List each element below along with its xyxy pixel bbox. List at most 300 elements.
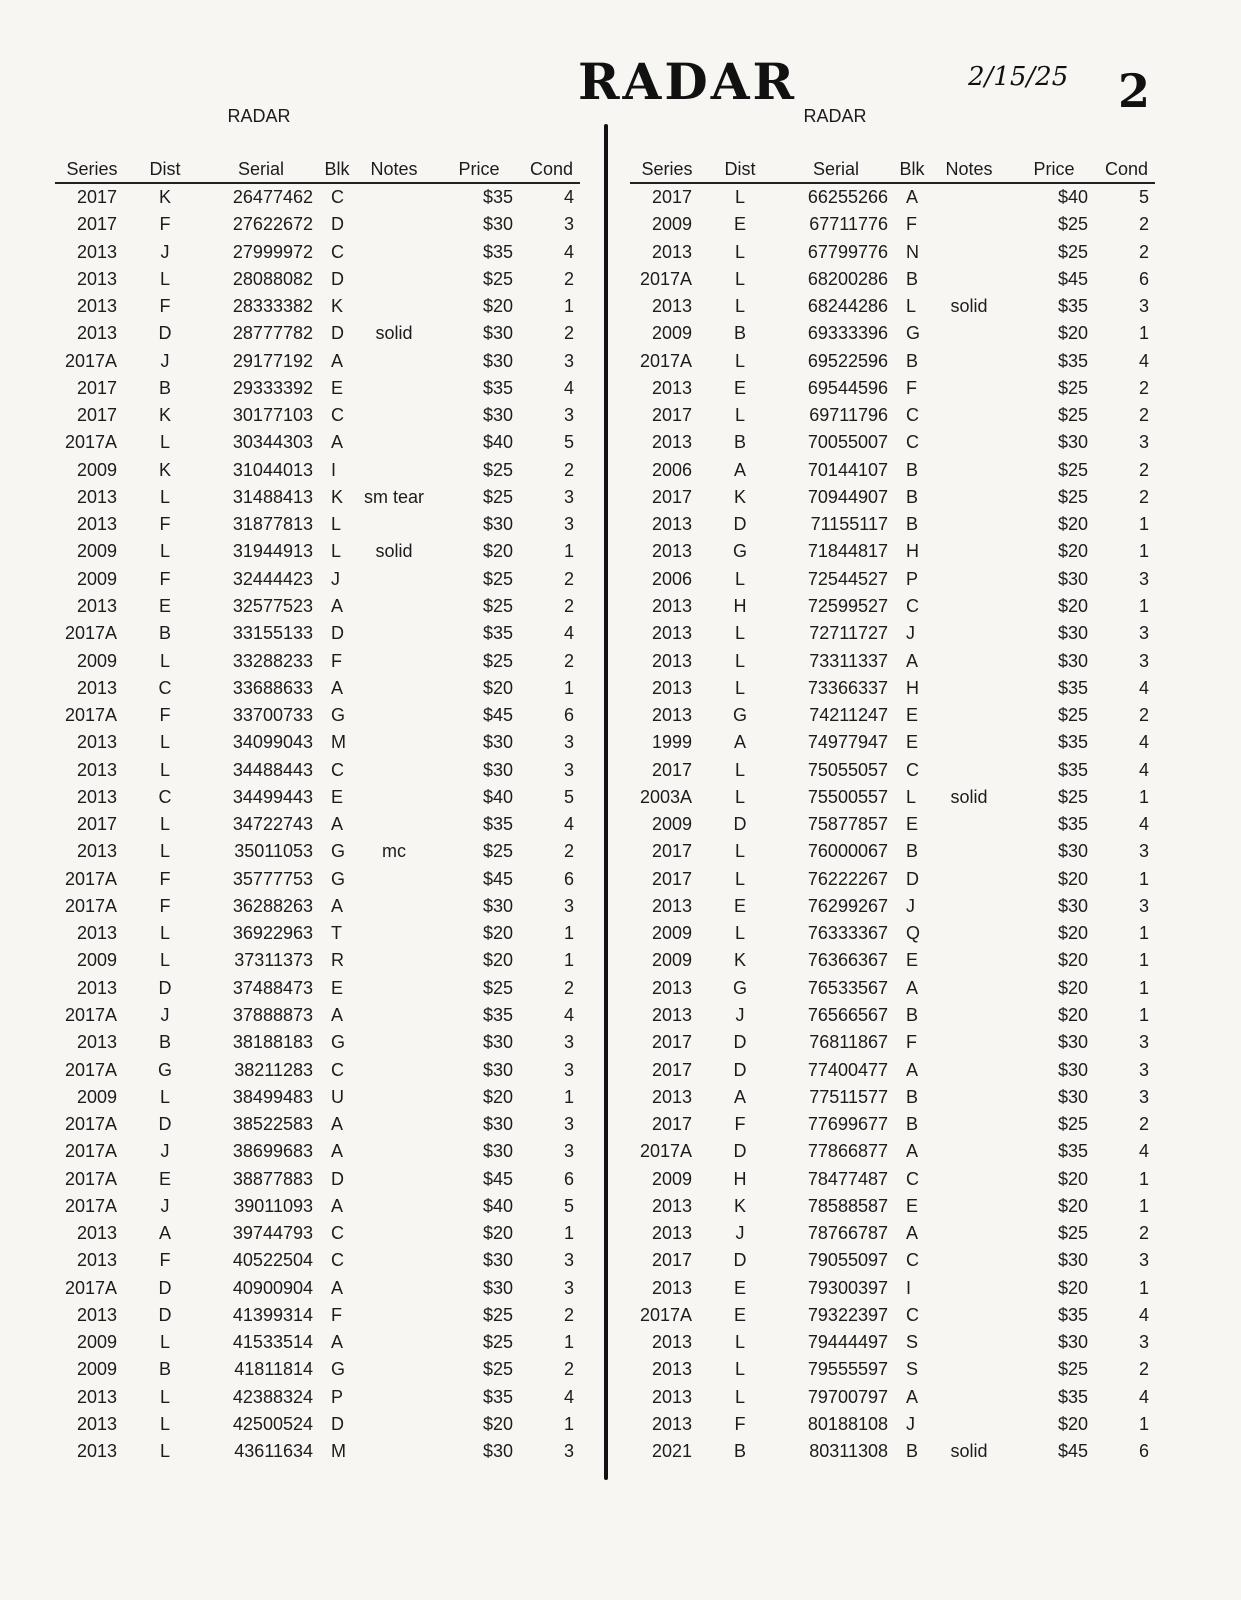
notes-cell xyxy=(353,1057,435,1084)
table-row xyxy=(55,1084,580,1111)
blk-cell: A xyxy=(906,1386,919,1407)
dist-cell: L xyxy=(159,732,170,753)
cond-cell: 1 xyxy=(563,1413,574,1434)
price-cell: $35 xyxy=(1057,350,1088,371)
blk-cell: A xyxy=(906,1141,919,1162)
notes-cell xyxy=(928,920,1010,947)
price-cell: $20 xyxy=(482,1413,513,1434)
series-cell: 2017A xyxy=(639,350,692,371)
cond-cell: 1 xyxy=(1138,1195,1149,1216)
series-cell: 2013 xyxy=(651,705,692,726)
table-row xyxy=(630,838,1155,865)
dist-cell: A xyxy=(158,1223,171,1244)
cond-cell: 3 xyxy=(1138,1032,1149,1053)
table-row xyxy=(55,1275,580,1302)
serial-cell: 77511577 xyxy=(809,1086,888,1107)
column-header-serial: Serial xyxy=(776,156,896,183)
dist-cell: H xyxy=(733,595,747,616)
serial-cell: 68200286 xyxy=(807,268,888,289)
cond-cell: 1 xyxy=(1138,1277,1149,1298)
serial-cell: 33700733 xyxy=(232,705,313,726)
series-cell: 2017 xyxy=(76,405,117,426)
series-cell: 2009 xyxy=(651,923,692,944)
blk-cell: A xyxy=(331,814,344,835)
series-cell: 2017A xyxy=(64,868,117,889)
table-row xyxy=(55,920,580,947)
blk-cell: D xyxy=(331,1168,344,1189)
table-row xyxy=(630,1138,1155,1165)
cond-cell: 1 xyxy=(563,677,574,698)
blk-cell: C xyxy=(331,405,344,426)
notes-cell xyxy=(353,1329,435,1356)
notes-cell xyxy=(353,757,435,784)
serial-cell: 37488473 xyxy=(232,977,313,998)
serial-cell: 26477462 xyxy=(232,187,313,207)
serial-cell: 72711727 xyxy=(809,623,888,644)
cond-cell: 2 xyxy=(1138,1223,1149,1244)
dist-cell: G xyxy=(732,705,747,726)
notes-cell: solid xyxy=(375,323,413,344)
series-cell: 2009 xyxy=(76,541,117,562)
dist-cell: J xyxy=(160,1195,170,1216)
price-cell: $35 xyxy=(482,623,513,644)
price-cell: $30 xyxy=(482,1277,513,1298)
blk-cell: F xyxy=(906,214,917,235)
blk-cell: B xyxy=(906,350,919,371)
blk-cell: B xyxy=(906,1441,919,1462)
series-cell: 2013 xyxy=(651,1223,692,1244)
series-cell: 2006 xyxy=(651,459,692,480)
series-cell: 2017A xyxy=(64,1195,117,1216)
price-cell: $30 xyxy=(482,895,513,916)
price-cell: $30 xyxy=(482,514,513,535)
serial-cell: 27622672 xyxy=(232,214,313,235)
notes-cell xyxy=(353,866,435,893)
cond-cell: 3 xyxy=(1138,568,1149,589)
serial-cell: 34099043 xyxy=(232,732,313,753)
price-cell: $20 xyxy=(1057,1004,1088,1025)
dist-cell: K xyxy=(158,187,171,207)
dist-cell: D xyxy=(158,977,172,998)
series-cell: 2013 xyxy=(76,732,117,753)
column-header-blk: Blk xyxy=(321,156,353,183)
table-row xyxy=(55,648,580,675)
cond-cell: 2 xyxy=(1138,1359,1149,1380)
notes-cell xyxy=(353,675,435,702)
blk-cell: B xyxy=(906,459,919,480)
price-cell: $35 xyxy=(1057,814,1088,835)
column-header-series: Series xyxy=(630,156,704,183)
table-row xyxy=(55,293,580,320)
serial-cell: 80188108 xyxy=(807,1413,888,1434)
table-row xyxy=(630,947,1155,974)
price-cell: $35 xyxy=(1057,732,1088,753)
cond-cell: 2 xyxy=(563,841,574,862)
dist-cell: L xyxy=(159,841,170,862)
cond-cell: 3 xyxy=(563,759,574,780)
table-row xyxy=(630,293,1155,320)
blk-cell: Q xyxy=(906,923,921,944)
dist-cell: A xyxy=(733,732,746,753)
serial-cell: 36922963 xyxy=(232,923,313,944)
series-cell: 2013 xyxy=(76,1223,117,1244)
blk-cell: A xyxy=(331,1114,344,1135)
serial-cell: 38699683 xyxy=(232,1141,313,1162)
notes-cell xyxy=(928,375,1010,402)
serial-cell: 40522504 xyxy=(232,1250,313,1271)
dist-cell: B xyxy=(158,623,171,644)
price-cell: $30 xyxy=(1057,650,1088,671)
table-row xyxy=(55,239,580,266)
price-cell: $30 xyxy=(1057,895,1088,916)
dist-cell: D xyxy=(158,1114,172,1135)
column-header-notes: Notes xyxy=(928,156,1010,183)
table-row xyxy=(630,457,1155,484)
cond-cell: 3 xyxy=(563,405,574,426)
dist-cell: D xyxy=(733,1032,747,1053)
price-cell: $35 xyxy=(482,187,513,207)
blk-cell: E xyxy=(331,377,344,398)
serial-cell: 30177103 xyxy=(232,405,313,426)
cond-cell: 1 xyxy=(563,950,574,971)
table-row xyxy=(630,239,1155,266)
series-cell: 2013 xyxy=(651,377,692,398)
notes-cell xyxy=(928,183,1010,211)
blk-cell: C xyxy=(906,1250,919,1271)
table-row xyxy=(630,429,1155,456)
dist-cell: L xyxy=(734,405,745,426)
column-header-price: Price xyxy=(1010,156,1098,183)
table-row xyxy=(630,1438,1155,1465)
cond-cell: 1 xyxy=(1138,786,1149,807)
dist-cell: L xyxy=(734,568,745,589)
cond-cell: 2 xyxy=(1138,459,1149,480)
blk-cell: J xyxy=(906,623,915,644)
price-cell: $20 xyxy=(482,296,513,317)
dist-cell: B xyxy=(158,1032,171,1053)
cond-cell: 2 xyxy=(1138,377,1149,398)
serial-cell: 67799776 xyxy=(807,241,888,262)
cond-cell: 4 xyxy=(563,1004,574,1025)
blk-cell: J xyxy=(906,895,915,916)
price-cell: $30 xyxy=(1057,568,1088,589)
cond-cell: 2 xyxy=(563,323,574,344)
serial-cell: 35777753 xyxy=(232,868,313,889)
series-cell: 2013 xyxy=(76,241,117,262)
serial-cell: 74977947 xyxy=(807,732,888,753)
notes-cell xyxy=(928,702,1010,729)
serial-cell: 34499443 xyxy=(232,786,313,807)
cond-cell: 3 xyxy=(1138,650,1149,671)
cond-cell: 1 xyxy=(1138,323,1149,344)
serial-cell: 38499483 xyxy=(232,1086,313,1107)
series-cell: 2017A xyxy=(64,1141,117,1162)
series-cell: 2017A xyxy=(64,1277,117,1298)
notes-cell xyxy=(353,784,435,811)
column-header-series: Series xyxy=(55,156,129,183)
cond-cell: 2 xyxy=(1138,405,1149,426)
dist-cell: F xyxy=(159,296,171,317)
notes-cell xyxy=(353,293,435,320)
series-cell: 2017A xyxy=(64,895,117,916)
notes-cell xyxy=(928,1193,1010,1220)
serial-cell: 69333396 xyxy=(807,323,888,344)
dist-cell: D xyxy=(158,323,172,344)
serial-cell: 37311373 xyxy=(234,950,313,971)
serial-cell: 76333367 xyxy=(807,923,888,944)
table-row xyxy=(630,375,1155,402)
price-cell: $25 xyxy=(482,459,513,480)
notes-cell xyxy=(353,1193,435,1220)
serial-cell: 71155117 xyxy=(810,514,888,535)
table-row xyxy=(55,1247,580,1274)
dist-cell: D xyxy=(733,1141,747,1162)
series-cell: 2013 xyxy=(76,1032,117,1053)
table-row xyxy=(630,702,1155,729)
blk-cell: A xyxy=(331,1195,344,1216)
price-cell: $30 xyxy=(1057,841,1088,862)
cond-cell: 6 xyxy=(563,868,574,889)
serial-cell: 76000067 xyxy=(807,841,888,862)
notes-cell xyxy=(928,893,1010,920)
cond-cell: 6 xyxy=(563,705,574,726)
serial-cell: 41811814 xyxy=(234,1359,313,1380)
blk-cell: I xyxy=(906,1277,912,1298)
price-cell: $35 xyxy=(1057,759,1088,780)
blk-cell: P xyxy=(906,568,919,589)
notes-cell xyxy=(353,729,435,756)
series-cell: 2009 xyxy=(651,814,692,835)
series-cell: 2013 xyxy=(651,1359,692,1380)
series-cell: 2017 xyxy=(76,214,117,235)
serial-cell: 74211247 xyxy=(809,705,888,726)
price-cell: $25 xyxy=(482,1332,513,1353)
table-row xyxy=(55,1166,580,1193)
price-cell: $20 xyxy=(1057,514,1088,535)
price-cell: $40 xyxy=(482,432,513,453)
serial-cell: 66255266 xyxy=(807,187,888,207)
serial-cell: 79444497 xyxy=(807,1332,888,1353)
table-row xyxy=(630,1356,1155,1383)
series-cell: 2017A xyxy=(64,1059,117,1080)
dist-cell: J xyxy=(160,1141,170,1162)
series-cell: 2013 xyxy=(651,1195,692,1216)
serial-cell: 28088082 xyxy=(232,268,313,289)
notes-cell xyxy=(928,211,1010,238)
cond-cell: 2 xyxy=(563,459,574,480)
cond-cell: 5 xyxy=(563,1195,574,1216)
table-row xyxy=(55,1193,580,1220)
notes-cell xyxy=(928,1166,1010,1193)
price-cell: $25 xyxy=(1057,214,1088,235)
series-cell: 2013 xyxy=(76,486,117,507)
blk-cell: C xyxy=(906,759,919,780)
cond-cell: 3 xyxy=(1138,1250,1149,1271)
table-row xyxy=(630,729,1155,756)
series-cell: 2013 xyxy=(76,1304,117,1325)
series-cell: 2013 xyxy=(76,677,117,698)
price-cell: $25 xyxy=(482,568,513,589)
blk-cell: G xyxy=(906,323,921,344)
cond-cell: 1 xyxy=(563,1332,574,1353)
blk-cell: N xyxy=(906,241,919,262)
blk-cell: C xyxy=(331,187,344,207)
cond-cell: 4 xyxy=(1138,732,1149,753)
serial-cell: 78588587 xyxy=(807,1195,888,1216)
serial-cell: 30344303 xyxy=(232,432,313,453)
blk-cell: C xyxy=(331,1223,344,1244)
serial-cell: 68244286 xyxy=(807,296,888,317)
handwritten-page-number: 2 xyxy=(1118,64,1151,118)
cond-cell: 3 xyxy=(563,1032,574,1053)
dist-cell: A xyxy=(733,1086,746,1107)
cond-cell: 6 xyxy=(1138,1441,1149,1462)
table-row xyxy=(630,1029,1155,1056)
table-row xyxy=(55,457,580,484)
series-cell: 2009 xyxy=(76,950,117,971)
serial-cell: 77699677 xyxy=(807,1114,888,1135)
serial-cell: 34488443 xyxy=(232,759,313,780)
serial-cell: 32444423 xyxy=(232,568,313,589)
series-cell: 2013 xyxy=(76,595,117,616)
dist-cell: D xyxy=(158,1277,172,1298)
cond-cell: 6 xyxy=(1138,268,1149,289)
price-cell: $25 xyxy=(1057,377,1088,398)
dist-cell: L xyxy=(159,1441,170,1462)
serial-cell: 34722743 xyxy=(232,814,313,835)
cond-cell: 1 xyxy=(1138,1413,1149,1434)
table-row xyxy=(630,975,1155,1002)
serial-cell: 67711776 xyxy=(809,214,888,235)
notes-cell xyxy=(928,1356,1010,1383)
column-header-serial: Serial xyxy=(201,156,321,183)
notes-cell xyxy=(928,1411,1010,1438)
series-cell: 2017A xyxy=(639,1304,692,1325)
table-row xyxy=(55,511,580,538)
serial-cell: 38188183 xyxy=(232,1032,313,1053)
price-cell: $20 xyxy=(1057,868,1088,889)
notes-cell xyxy=(353,183,435,211)
serial-cell: 38522583 xyxy=(232,1114,313,1135)
blk-cell: A xyxy=(906,650,919,671)
cond-cell: 6 xyxy=(563,1168,574,1189)
table-row xyxy=(55,811,580,838)
price-cell: $30 xyxy=(482,1114,513,1135)
column-header-dist: Dist xyxy=(129,156,201,183)
price-cell: $20 xyxy=(1057,950,1088,971)
price-cell: $30 xyxy=(1057,1059,1088,1080)
table-row xyxy=(55,375,580,402)
notes-cell xyxy=(353,348,435,375)
series-cell: 2009 xyxy=(651,1168,692,1189)
notes-cell xyxy=(353,1002,435,1029)
cond-cell: 3 xyxy=(563,1250,574,1271)
blk-cell: K xyxy=(331,486,344,507)
column-header-blk: Blk xyxy=(896,156,928,183)
dist-cell: A xyxy=(733,459,746,480)
notes-cell xyxy=(353,648,435,675)
table-row xyxy=(630,920,1155,947)
serial-cell: 28777782 xyxy=(232,323,313,344)
cond-cell: 3 xyxy=(563,1059,574,1080)
blk-cell: F xyxy=(906,377,917,398)
serial-cell: 41533514 xyxy=(232,1332,313,1353)
blk-cell: D xyxy=(331,623,344,644)
notes-cell xyxy=(928,593,1010,620)
series-cell: 2017A xyxy=(64,623,117,644)
series-cell: 2013 xyxy=(76,1250,117,1271)
notes-cell xyxy=(353,266,435,293)
table-row xyxy=(55,784,580,811)
notes-cell: mc xyxy=(382,841,406,862)
dist-cell: F xyxy=(734,1413,746,1434)
price-cell: $25 xyxy=(1057,1359,1088,1380)
blk-cell: A xyxy=(331,1277,344,1298)
dist-cell: B xyxy=(733,1441,746,1462)
dist-cell: H xyxy=(733,1168,747,1189)
notes-cell xyxy=(928,811,1010,838)
dist-cell: K xyxy=(158,405,171,426)
table-row xyxy=(55,1002,580,1029)
cond-cell: 1 xyxy=(563,1086,574,1107)
notes-cell xyxy=(353,1220,435,1247)
series-cell: 2013 xyxy=(651,595,692,616)
series-cell: 2013 xyxy=(651,677,692,698)
price-cell: $30 xyxy=(1057,1332,1088,1353)
table-row xyxy=(55,729,580,756)
serial-cell: 77400477 xyxy=(807,1059,888,1080)
table-row xyxy=(630,648,1155,675)
blk-cell: D xyxy=(906,868,919,889)
blk-cell: A xyxy=(906,977,919,998)
table-row xyxy=(630,320,1155,347)
series-cell: 2013 xyxy=(651,1004,692,1025)
blk-cell: A xyxy=(331,350,344,371)
price-cell: $45 xyxy=(1057,1441,1088,1462)
price-cell: $45 xyxy=(482,868,513,889)
serial-cell: 76566567 xyxy=(807,1004,888,1025)
notes-cell xyxy=(353,429,435,456)
serial-cell: 31877813 xyxy=(232,514,313,535)
serial-cell: 78477487 xyxy=(807,1168,888,1189)
price-cell: $25 xyxy=(1057,786,1088,807)
notes-cell xyxy=(928,1138,1010,1165)
notes-cell: solid xyxy=(950,1441,988,1462)
series-cell: 2017 xyxy=(651,1114,692,1135)
price-cell: $25 xyxy=(1057,486,1088,507)
cond-cell: 5 xyxy=(563,786,574,807)
dist-cell: L xyxy=(734,268,745,289)
dist-cell: E xyxy=(733,214,746,235)
dist-cell: F xyxy=(159,214,171,235)
blk-cell: C xyxy=(906,1168,919,1189)
dist-cell: F xyxy=(159,705,171,726)
price-cell: $25 xyxy=(482,1304,513,1325)
price-cell: $20 xyxy=(1057,1168,1088,1189)
cond-cell: 4 xyxy=(1138,1386,1149,1407)
series-cell: 2009 xyxy=(76,568,117,589)
dist-cell: L xyxy=(734,1386,745,1407)
notes-cell xyxy=(928,266,1010,293)
table-row xyxy=(630,1384,1155,1411)
cond-cell: 3 xyxy=(1138,432,1149,453)
dist-cell: B xyxy=(158,377,171,398)
dist-cell: G xyxy=(732,541,747,562)
serial-cell: 71844817 xyxy=(807,541,888,562)
dist-cell: K xyxy=(733,950,746,971)
cond-cell: 1 xyxy=(1138,977,1149,998)
blk-cell: F xyxy=(331,1304,342,1325)
